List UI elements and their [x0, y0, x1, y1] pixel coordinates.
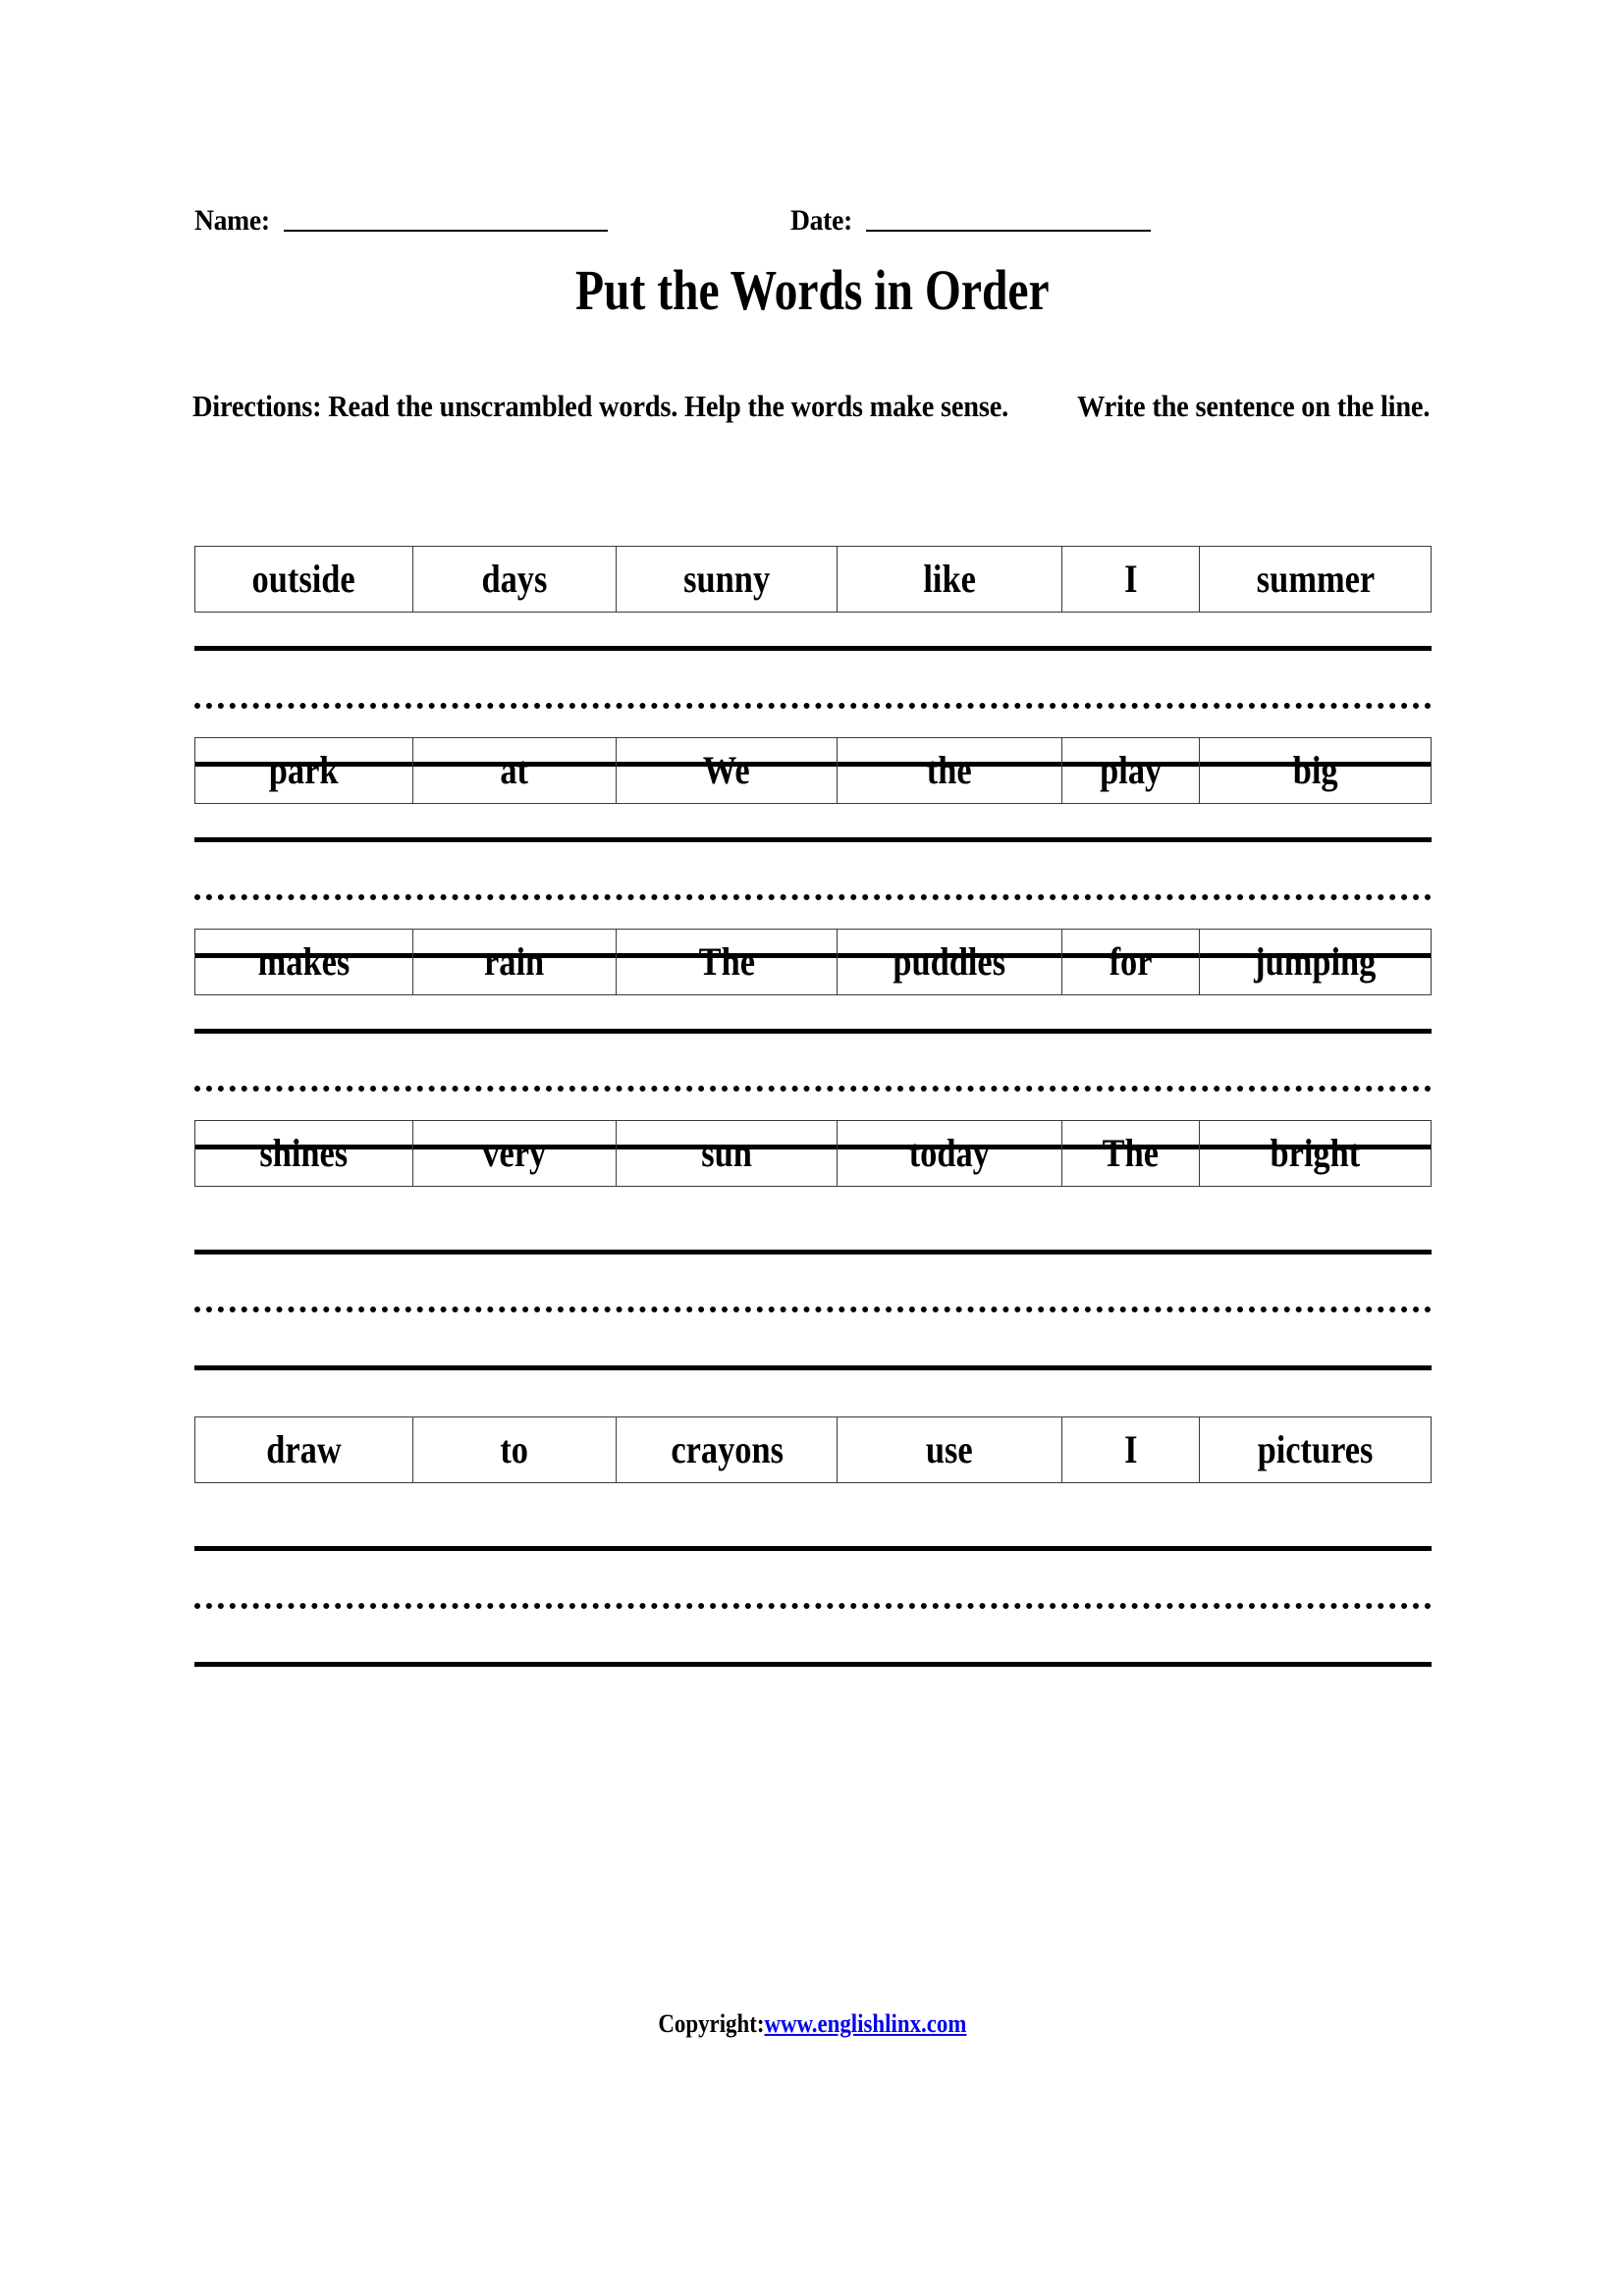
word-text: play: [1100, 748, 1163, 792]
spacer: [194, 1187, 1432, 1250]
table-row: [195, 1417, 1432, 1483]
writing-line-top: [194, 1546, 1432, 1551]
scrambled-words-table: [194, 1416, 1432, 1483]
word-text: I: [1123, 1427, 1138, 1471]
directions-line-1: Directions: Read the unscrambled words. Help the words make sense.: [192, 390, 1009, 423]
word-cell: [195, 547, 413, 613]
word-text: for: [1109, 939, 1153, 984]
table-row: [195, 547, 1432, 613]
word-text: rain: [484, 939, 545, 984]
word-cell: [617, 547, 838, 613]
word-text: big: [1292, 748, 1338, 792]
word-cell: [1062, 547, 1200, 613]
word-cell: [1200, 930, 1432, 995]
answer-writing-lines[interactable]: [194, 1546, 1432, 1670]
word-cell: [412, 930, 616, 995]
exercise-block-5: [194, 1416, 1432, 1670]
word-text: at: [500, 748, 529, 792]
word-text: makes: [257, 939, 351, 984]
word-text: sunny: [683, 557, 771, 601]
exercise-block-4: [194, 1120, 1432, 1373]
word-text: like: [923, 557, 976, 601]
word-cell: [412, 738, 616, 804]
writing-line-top: [194, 837, 1432, 842]
name-label: Name:: [194, 204, 270, 237]
writing-line-top: [194, 1029, 1432, 1034]
word-cell: [195, 738, 413, 804]
word-text: park: [268, 748, 339, 792]
word-cell: [838, 930, 1062, 995]
word-cell: [1062, 930, 1200, 995]
word-cell: [195, 1121, 413, 1187]
table-row: [195, 1121, 1432, 1187]
writing-line-mid: [194, 1603, 1432, 1609]
word-text: bright: [1270, 1131, 1361, 1175]
exercise-block-1: [194, 546, 1432, 770]
word-cell: [617, 738, 838, 804]
word-text: today: [909, 1131, 991, 1175]
name-input-line[interactable]: [284, 230, 608, 232]
page-title-text: Put the Words in Order: [574, 258, 1050, 322]
answer-writing-lines[interactable]: [194, 1250, 1432, 1373]
word-text: jumping: [1254, 939, 1377, 984]
word-cell: [617, 1417, 838, 1483]
table-row: [195, 930, 1432, 995]
writing-line-top: [194, 1250, 1432, 1255]
word-text: pictures: [1257, 1427, 1374, 1471]
writing-line-mid: [194, 894, 1432, 900]
scrambled-words-table: [194, 546, 1432, 613]
word-cell: [1062, 1121, 1200, 1187]
table-row: [195, 738, 1432, 804]
date-input-line[interactable]: [866, 230, 1151, 232]
page-title: [0, 260, 1624, 321]
spacer: [194, 804, 1432, 837]
footer: [0, 2009, 1624, 2039]
word-cell: [617, 930, 838, 995]
word-cell: [838, 547, 1062, 613]
scrambled-words-table: [194, 929, 1432, 995]
word-text: The: [1102, 1131, 1160, 1175]
word-cell: [617, 1121, 838, 1187]
date-label: Date:: [790, 204, 853, 237]
word-cell: [412, 547, 616, 613]
writing-line-bottom: [194, 1365, 1432, 1370]
scrambled-words-table: [194, 737, 1432, 804]
scrambled-words-table: [194, 1120, 1432, 1187]
writing-line-mid: [194, 703, 1432, 709]
word-text: We: [703, 748, 751, 792]
writing-line-top: [194, 646, 1432, 651]
word-text: days: [481, 557, 548, 601]
writing-line-bottom: [194, 1662, 1432, 1667]
word-text: sun: [701, 1131, 753, 1175]
word-cell: [1200, 547, 1432, 613]
word-cell: [412, 1417, 616, 1483]
word-cell: [1200, 738, 1432, 804]
name-date-row: [194, 192, 1432, 236]
word-text: use: [926, 1427, 974, 1471]
spacer: [194, 1483, 1432, 1546]
word-text: summer: [1256, 557, 1375, 601]
exercise-block-3: [194, 929, 1432, 1152]
word-text: the: [927, 748, 973, 792]
word-cell: [838, 1121, 1062, 1187]
word-text: The: [698, 939, 755, 984]
word-text: I: [1123, 557, 1138, 601]
word-cell: [1062, 1417, 1200, 1483]
word-text: very: [482, 1131, 547, 1175]
copyright-text: [658, 2009, 966, 2039]
word-text: draw: [266, 1427, 342, 1471]
copyright-label: Copyright:: [658, 2009, 765, 2038]
word-cell: [838, 1417, 1062, 1483]
spacer: [194, 613, 1432, 646]
word-text: puddles: [893, 939, 1006, 984]
word-text: crayons: [670, 1427, 784, 1471]
exercise-block-2: [194, 737, 1432, 961]
spacer: [194, 995, 1432, 1029]
directions-line-2: Write the sentence on the line.: [1077, 390, 1431, 423]
word-text: to: [500, 1427, 529, 1471]
word-cell: [412, 1121, 616, 1187]
word-cell: [1062, 738, 1200, 804]
word-cell: [1200, 1121, 1432, 1187]
word-text: shines: [259, 1131, 349, 1175]
word-cell: [195, 1417, 413, 1483]
word-cell: [838, 738, 1062, 804]
word-text: outside: [251, 557, 355, 601]
writing-line-mid: [194, 1307, 1432, 1312]
directions: [192, 385, 1459, 429]
word-cell: [1200, 1417, 1432, 1483]
word-cell: [195, 930, 413, 995]
writing-line-mid: [194, 1086, 1432, 1092]
englishlinx-link[interactable]: www.englishlinx.com: [764, 2009, 966, 2038]
